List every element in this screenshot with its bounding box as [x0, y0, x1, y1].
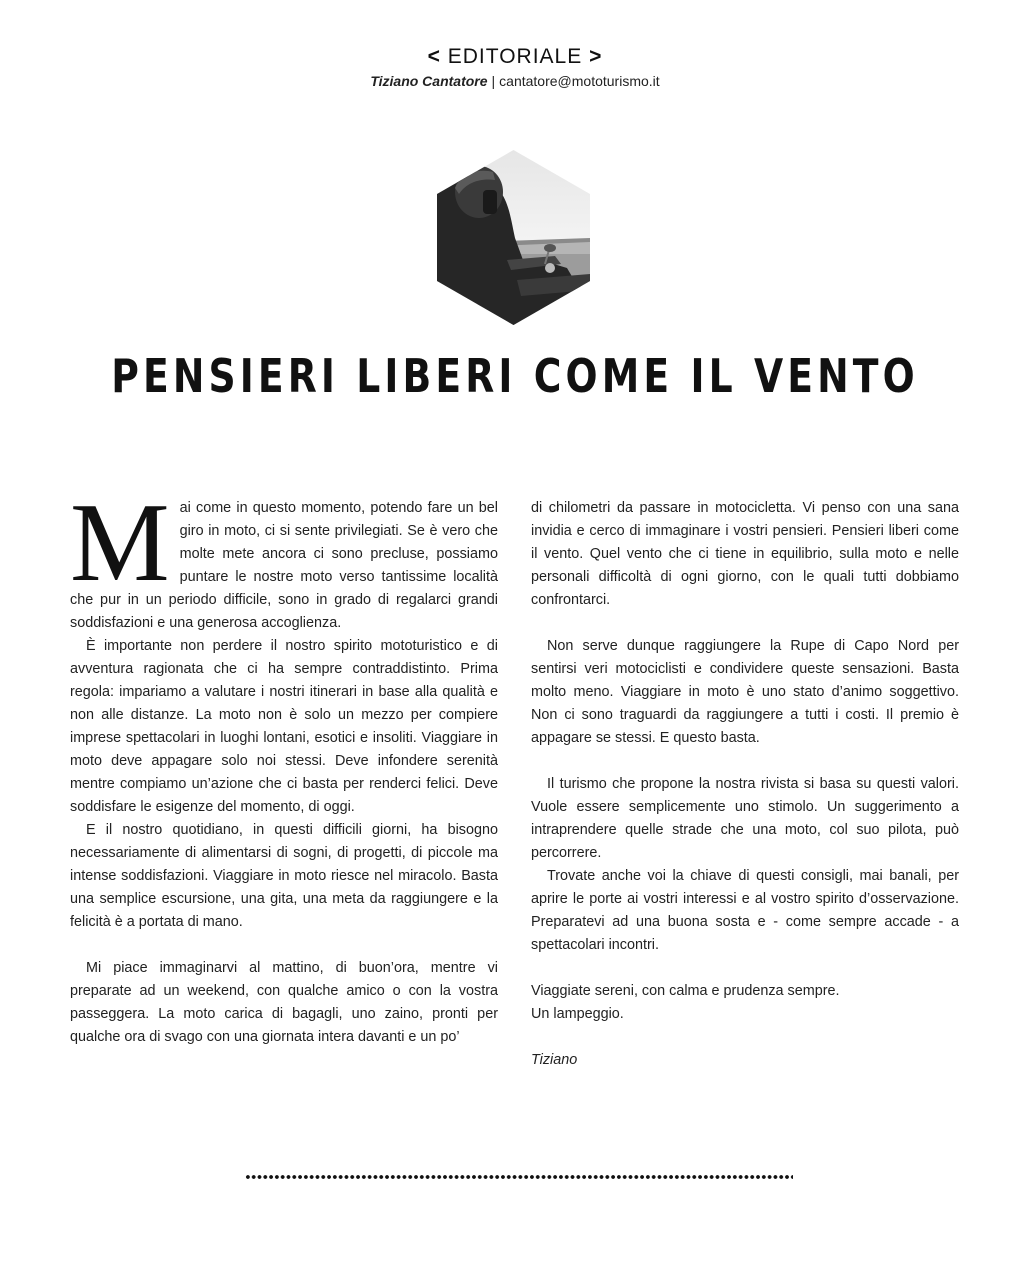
section-name: EDITORIALE: [447, 45, 583, 68]
paragraph: di chilometri da passare in motocicletta. Vi penso con una sana invidia e cerco di immaginare i vostri pensieri. Pensieri liberi come il vento. Quel vento che ci tiene in equilibrio, sulla moto e nelle personali difficoltà di ogni giorno, con le quali tutti dobbiamo confrontarci.: [531, 500, 959, 608]
author-name: Tiziano Cantatore: [370, 73, 488, 89]
paragraph: [70, 481, 498, 635]
author-email[interactable]: cantatore@mototurismo.it: [499, 73, 660, 89]
paragraph: Il turismo che propone la nostra rivista si basa su questi valori. Vuole essere semplicemente uno stimolo. Un suggerimento a intraprendere quelle strade che una moto, col suo pilota, può percorrere.: [531, 776, 959, 861]
section-label: [0, 44, 1030, 70]
drop-cap: M: [70, 481, 170, 605]
motorcyclist-photo-icon: [437, 150, 590, 325]
closing-line: Viaggiate sereni, con calma e prudenza sempre.: [531, 983, 840, 999]
paragraph-text: ai come in questo momento, potendo fare un bel giro in moto, ci si sente privilegiati. Se è vero che molte mete ancora ci sono precluse, possiamo puntare le nostre moto verso tantissime località che pur in un periodo difficile, sono in grado di regalarci grandi soddisfazioni e una generosa accoglienza.: [70, 500, 498, 631]
byline-separator: |: [491, 73, 496, 89]
hero-hexagon-image: [437, 150, 590, 325]
left-column: [70, 481, 498, 1049]
paragraph: Trovate anche voi la chiave di questi consigli, mai banali, per aprire le porte ai vostri interessi e al vostro spirito d’osservazione. Preparatevi ad una buona sosta e - come sempre accade - a spettacolari incontri.: [531, 868, 959, 953]
signature: Tiziano: [531, 1052, 578, 1068]
closing-line: Un lampeggio.: [531, 1006, 624, 1022]
article-title: PENSIERI LIBERI COME IL VENTO: [111, 349, 919, 403]
right-bracket: >: [589, 45, 603, 68]
paragraph: Mi piace immaginarvi al mattino, di buon’ora, mentre vi preparate ad un weekend, con qualche amico o con la vostra passeggera. La moto carica di bagagli, uno zaino, pronti per qualche ora di svago con una giornata intera davanti e un po’: [70, 960, 498, 1045]
right-column: [531, 497, 959, 1072]
paragraph: Non serve dunque raggiungere la Rupe di Capo Nord per sentirsi veri motociclisti e condividere queste sensazioni. Basta molto meno. Viaggiare in moto è uno stato d’animo soggettivo. Non ci sono traguardi da raggiungere a tutti i costi. Il premio è appagare se stessi. E questo basta.: [531, 638, 959, 746]
left-bracket: <: [427, 45, 441, 68]
byline: [0, 73, 1030, 89]
paragraph: È importante non perdere il nostro spirito mototuristico e di avventura ragionata che ci ha sempre contraddistinto. Prima regola: impariamo a valutare i nostri itinerari in base alla qualità e non alle distanze. La moto non è solo un mezzo per compiere imprese spettacolari in luoghi lontani, esotici e insoliti. Viaggiare in moto deve appagare solo noi stessi. Deve infondere serenità mentre compiamo un’azione che ci basta per renderci felici. Deve soddisfare le esigenze del momento, di oggi.: [70, 638, 498, 815]
dotted-divider-icon: [245, 1172, 793, 1182]
paragraph: E il nostro quotidiano, in questi difficili giorni, ha bisogno necessariamente di alimentarsi di sogni, di progetti, di piccole ma intense soddisfazioni. Viaggiare in moto riesce nel miracolo. Basta una semplice escursione, una gita, una meta da raggiungere e la felicità è a portata di mano.: [70, 822, 498, 930]
editorial-header: [0, 44, 1030, 89]
